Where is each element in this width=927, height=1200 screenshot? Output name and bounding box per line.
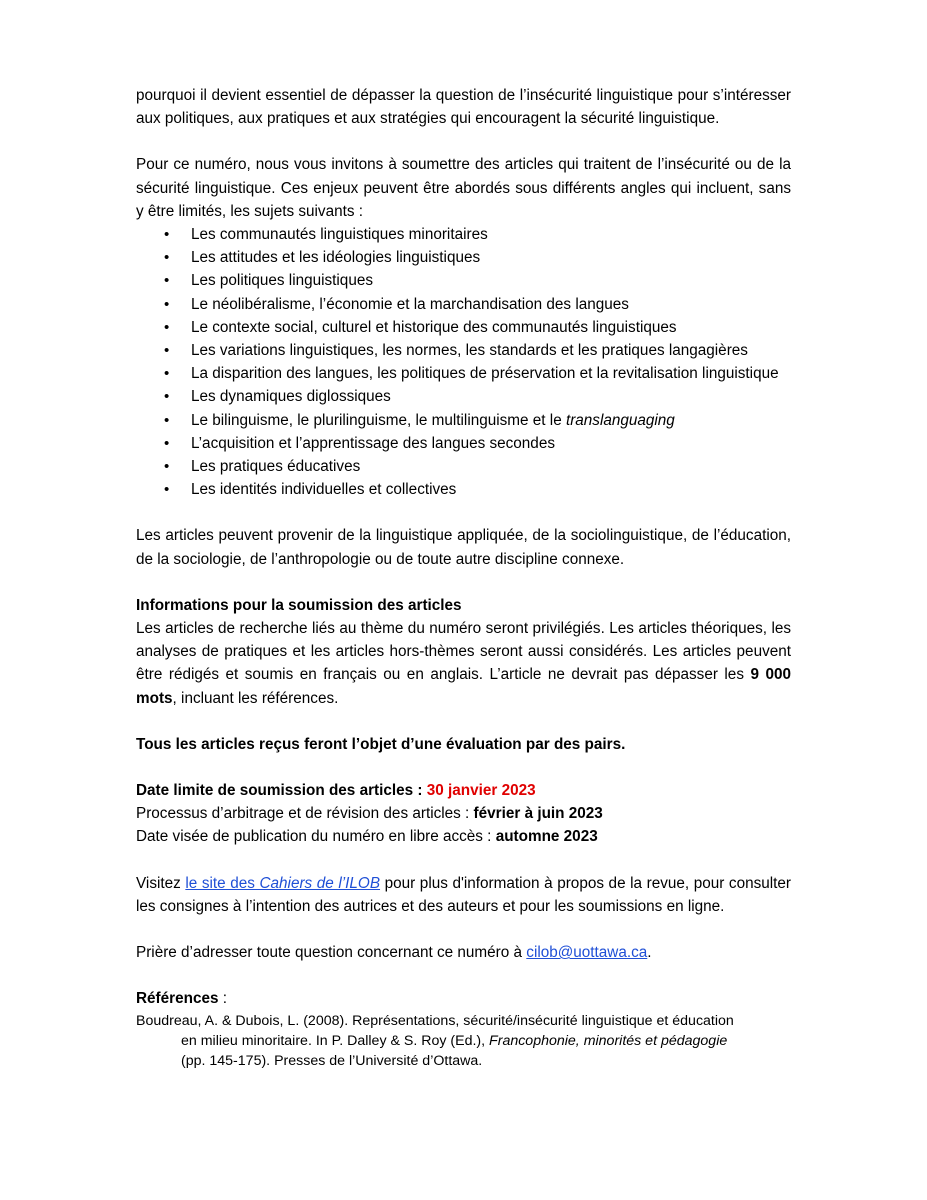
list-item: • Les dynamiques diglossiques — [136, 385, 791, 408]
visit-prefix: Visitez — [136, 874, 186, 892]
review-label: Processus d’arbitrage et de révision des articles : — [136, 805, 474, 823]
review-line — [136, 802, 791, 825]
list-item: • Les pratiques éducatives — [136, 455, 791, 478]
review-value: février à juin 2023 — [473, 805, 603, 823]
list-item: • Le contexte social, culturel et historique des communautés linguistiques — [136, 316, 791, 339]
ilob-link-italic: Cahiers de l’ILOB — [259, 874, 381, 892]
ilob-link-text: le site des — [185, 874, 260, 892]
submission-text-end: , incluant les références. — [172, 689, 339, 707]
word-limit: 9 000 mots — [136, 666, 791, 707]
topic-multilingual-italic: translanguaging — [565, 411, 675, 429]
list-item: • Les politiques linguistiques — [136, 269, 791, 292]
reference-entry — [136, 1011, 791, 1071]
visit-paragraph — [136, 872, 791, 918]
references-colon: : — [218, 990, 227, 1008]
reference-book-title: Francophonie, minorités et pédagogie — [489, 1032, 728, 1049]
invitation-paragraph: Pour ce numéro, nous vous invitons à soumettre des articles qui traitent de l’insécurité ou de la sécurité linguistique. Ces enjeux peuvent être abordés sous différents angles qui incluent, sans y être limités, les sujets suivants : — [136, 156, 791, 220]
reference-line-3: (pp. 145-175). Presses de l’Université d’Ottawa. — [181, 1052, 483, 1069]
topics-list — [136, 223, 791, 501]
publication-label: Date visée de publication du numéro en libre accès : — [136, 828, 496, 846]
document-page — [136, 84, 791, 1071]
visit-suffix: pour plus d'information à propos de la revue, pour consulter les consignes à l’intention des autrices et des auteurs et pour les soumissions en ligne. — [136, 874, 791, 915]
references-heading: Références — [136, 990, 219, 1008]
contact-prefix: Prière d’adresser toute question concernant ce numéro à — [136, 944, 527, 962]
list-item: • Les communautés linguistiques minoritaires — [136, 223, 791, 246]
peer-review-notice: Tous les articles reçus feront l’objet d’une évaluation par des pairs. — [136, 735, 626, 753]
reference-line-2 — [136, 1031, 791, 1051]
list-item: • L’acquisition et l’apprentissage des langues secondes — [136, 432, 791, 455]
disciplines-paragraph: Les articles peuvent provenir de la linguistique appliquée, de la sociolinguistique, de l’éducation, de la sociologie, de l’anthropologie ou de toute autre discipline connexe. — [136, 527, 791, 568]
deadline-line — [136, 779, 791, 802]
list-item: • Les attitudes et les idéologies linguistiques — [136, 246, 791, 269]
topic-multilingual-text: Le bilinguisme, le plurilinguisme, le multilinguisme et le — [191, 411, 566, 429]
list-item — [136, 409, 791, 432]
contact-paragraph — [136, 941, 791, 964]
submission-text: Les articles de recherche liés au thème du numéro seront privilégiés. Les articles théoriques, les analyses de pratiques et les articles hors-thèmes seront aussi considérés. Les articles peuvent être rédigés et soumis en français ou en anglais. L’article ne devrait pas dépasser les — [136, 620, 791, 684]
list-item: • Les variations linguistiques, les normes, les standards et les pratiques langagières — [136, 339, 791, 362]
deadline-label: Date limite de soumission des articles : — [136, 782, 427, 800]
list-item: • Les identités individuelles et collectives — [136, 478, 791, 501]
list-item: • Le néolibéralisme, l’économie et la marchandisation des langues — [136, 293, 791, 316]
publication-line — [136, 825, 791, 848]
submission-paragraph — [136, 617, 791, 710]
reference-text-2: en milieu minoritaire. In P. Dalley & S. Roy (Ed.), — [181, 1032, 490, 1049]
deadline-value: 30 janvier 2023 — [426, 782, 536, 800]
list-item: • La disparition des langues, les politiques de préservation et la revitalisation linguistique — [136, 362, 791, 385]
contact-email-link[interactable]: cilob@uottawa.ca — [526, 944, 648, 962]
contact-suffix: . — [647, 944, 652, 962]
references-heading-line — [136, 987, 791, 1010]
dates-block — [136, 779, 791, 849]
reference-line-1: Boudreau, A. & Dubois, L. (2008). Représentations, sécurité/insécurité linguistique et éducation — [136, 1012, 734, 1029]
intro-continuation: pourquoi il devient essentiel de dépasser la question de l’insécurité linguistique pour s’intéresser aux politiques, aux pratiques et aux stratégies qui encouragent la sécurité linguistique. — [136, 87, 791, 128]
submission-heading: Informations pour la soumission des articles — [136, 596, 462, 614]
publication-value: automne 2023 — [495, 828, 598, 846]
ilob-site-link[interactable] — [185, 875, 380, 892]
